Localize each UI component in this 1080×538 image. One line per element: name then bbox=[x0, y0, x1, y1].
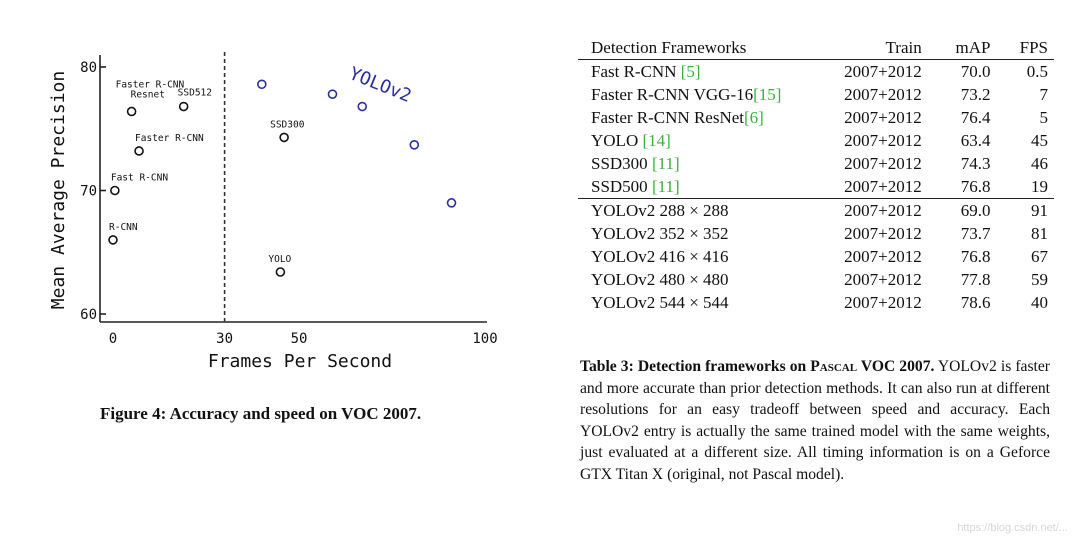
baseline-point bbox=[276, 268, 284, 276]
framework-cell bbox=[578, 83, 824, 106]
table-header-row bbox=[578, 36, 1054, 60]
framework-cell bbox=[578, 199, 824, 223]
map-cell: 73.7 bbox=[960, 224, 991, 243]
citation-link[interactable]: [11] bbox=[651, 154, 680, 173]
baseline-point bbox=[280, 133, 288, 141]
table-row bbox=[578, 291, 1054, 314]
citation-link[interactable]: [14] bbox=[642, 131, 671, 150]
train-cell: 2007+2012 bbox=[844, 270, 922, 289]
point-label: Fast R-CNN bbox=[110, 172, 169, 184]
yolov2-point bbox=[328, 90, 336, 98]
x-axis-label: Frames Per Second bbox=[207, 351, 393, 372]
train-cell: 2007+2012 bbox=[844, 247, 922, 266]
point-label: SSD300 bbox=[270, 119, 305, 131]
train-cell: 2007+2012 bbox=[844, 201, 922, 220]
framework-cell bbox=[578, 129, 824, 152]
table-row bbox=[578, 129, 1054, 152]
framework-cell bbox=[578, 245, 824, 268]
framework-cell bbox=[578, 222, 824, 245]
citation-link[interactable]: [11] bbox=[651, 177, 680, 196]
framework-name: Faster R-CNN ResNet bbox=[591, 108, 744, 127]
framework-name: Fast R-CNN bbox=[591, 62, 681, 81]
citation-link[interactable]: [15] bbox=[753, 85, 782, 104]
map-cell: 63.4 bbox=[960, 131, 991, 150]
header-map: mAP bbox=[944, 36, 1013, 60]
framework-name: YOLOv2 288 × 288 bbox=[591, 201, 729, 220]
framework-cell bbox=[578, 291, 824, 314]
fps-cell: 19 bbox=[1012, 175, 1054, 199]
x-tick-label: 100 bbox=[472, 331, 498, 347]
fps-cell: 81 bbox=[1031, 224, 1048, 243]
yolov2-point bbox=[358, 103, 366, 111]
train-cell: 2007+2012 bbox=[824, 175, 944, 199]
point-label: Faster R-CNN bbox=[135, 132, 204, 144]
map-cell: 69.0 bbox=[960, 201, 991, 220]
baseline-point bbox=[109, 236, 117, 244]
fps-cell: 46 bbox=[1031, 154, 1048, 173]
table-row bbox=[578, 83, 1054, 106]
table-row bbox=[578, 106, 1054, 129]
train-cell: 2007+2012 bbox=[844, 293, 922, 312]
framework-name: Faster R-CNN VGG-16 bbox=[591, 85, 754, 104]
train-cell: 2007+2012 bbox=[844, 85, 922, 104]
train-cell: 2007+2012 bbox=[844, 154, 922, 173]
header-fps: FPS bbox=[1012, 36, 1054, 60]
fps-cell: 67 bbox=[1031, 247, 1048, 266]
table-row bbox=[578, 222, 1054, 245]
train-cell: 2007+2012 bbox=[844, 62, 922, 81]
fps-cell: 45 bbox=[1031, 131, 1048, 150]
fps-cell: 5 bbox=[1039, 108, 1048, 127]
y-tick-label: 60 bbox=[80, 307, 97, 323]
baseline-point bbox=[128, 107, 136, 115]
watermark: https://blog.csdn.net/... bbox=[957, 522, 1068, 534]
framework-cell bbox=[578, 60, 824, 84]
map-cell: 78.6 bbox=[960, 293, 991, 312]
table-caption-label: Table 3: Detection frameworks on Pascal VOC 2007. bbox=[580, 358, 935, 375]
framework-cell bbox=[578, 268, 824, 291]
detection-table bbox=[578, 36, 1054, 314]
table-caption-text: YOLOv2 is faster and more accurate than prior detection methods. It can also run at different resolutions for an easy tradeoff between speed and accuracy. Each YOLOv2 entry is actually the same trained model with the same weights, just evaluated at a different size. All timing information is on a Geforce GTX Titan X (original, not Pascal model). bbox=[580, 358, 1050, 483]
fps-cell: 40 bbox=[1031, 293, 1048, 312]
baseline-point bbox=[135, 147, 143, 155]
table-row bbox=[578, 199, 1054, 223]
fps-cell: 7 bbox=[1039, 85, 1048, 104]
baseline-point bbox=[111, 187, 119, 195]
map-cell: 76.8 bbox=[944, 175, 1013, 199]
table-row bbox=[578, 152, 1054, 175]
point-label: Faster R-CNN bbox=[115, 79, 185, 91]
map-cell: 77.8 bbox=[960, 270, 991, 289]
framework-name: YOLOv2 544 × 544 bbox=[591, 293, 729, 312]
y-axis-label: Mean Average Precision bbox=[48, 70, 69, 310]
map-cell: 70.0 bbox=[960, 62, 991, 81]
x-tick-label: 30 bbox=[216, 331, 234, 347]
series-label-yolov2: YOLOv2 bbox=[346, 63, 415, 107]
map-cell: 74.3 bbox=[960, 154, 991, 173]
framework-name: YOLOv2 352 × 352 bbox=[591, 224, 729, 243]
point-label: R-CNN bbox=[109, 221, 138, 233]
table-caption bbox=[580, 356, 1050, 485]
fps-cell: 59 bbox=[1031, 270, 1048, 289]
baseline-point bbox=[180, 103, 188, 111]
point-label: YOLO bbox=[268, 254, 292, 266]
yolov2-point bbox=[410, 141, 418, 149]
header-train: Train bbox=[824, 36, 944, 60]
table-row bbox=[578, 245, 1054, 268]
map-cell: 73.2 bbox=[960, 85, 991, 104]
framework-name: YOLOv2 416 × 416 bbox=[591, 247, 729, 266]
map-cell: 76.4 bbox=[960, 108, 991, 127]
train-cell: 2007+2012 bbox=[844, 224, 922, 243]
table-row bbox=[578, 175, 1054, 199]
point-label: Resnet bbox=[130, 89, 165, 101]
framework-cell bbox=[578, 106, 824, 129]
citation-link[interactable]: [5] bbox=[680, 62, 701, 81]
train-cell: 2007+2012 bbox=[844, 131, 922, 150]
yolov2-point bbox=[448, 199, 456, 207]
x-tick-label: 0 bbox=[108, 331, 118, 347]
framework-name: YOLO bbox=[591, 131, 643, 150]
figure-caption: Figure 4: Accuracy and speed on VOC 2007. bbox=[100, 404, 422, 423]
table-row bbox=[578, 268, 1054, 291]
framework-cell bbox=[578, 175, 824, 199]
fps-cell: 91 bbox=[1031, 201, 1048, 220]
map-cell: 76.8 bbox=[960, 247, 991, 266]
yolov2-point bbox=[258, 80, 266, 88]
x-tick-label: 50 bbox=[290, 331, 308, 347]
framework-cell bbox=[578, 152, 824, 175]
fps-cell: 0.5 bbox=[1026, 62, 1048, 81]
framework-name: SSD300 bbox=[591, 154, 652, 173]
header-frameworks: Detection Frameworks bbox=[578, 36, 824, 60]
citation-link[interactable]: [6] bbox=[743, 108, 764, 127]
train-cell: 2007+2012 bbox=[844, 108, 922, 127]
table-row bbox=[578, 60, 1054, 84]
point-label: SSD512 bbox=[177, 87, 213, 99]
y-tick-label: 80 bbox=[80, 60, 97, 76]
accuracy-speed-chart bbox=[0, 0, 560, 400]
framework-name: SSD500 bbox=[591, 177, 652, 196]
y-tick-label: 70 bbox=[80, 183, 97, 200]
framework-name: YOLOv2 480 × 480 bbox=[591, 270, 729, 289]
